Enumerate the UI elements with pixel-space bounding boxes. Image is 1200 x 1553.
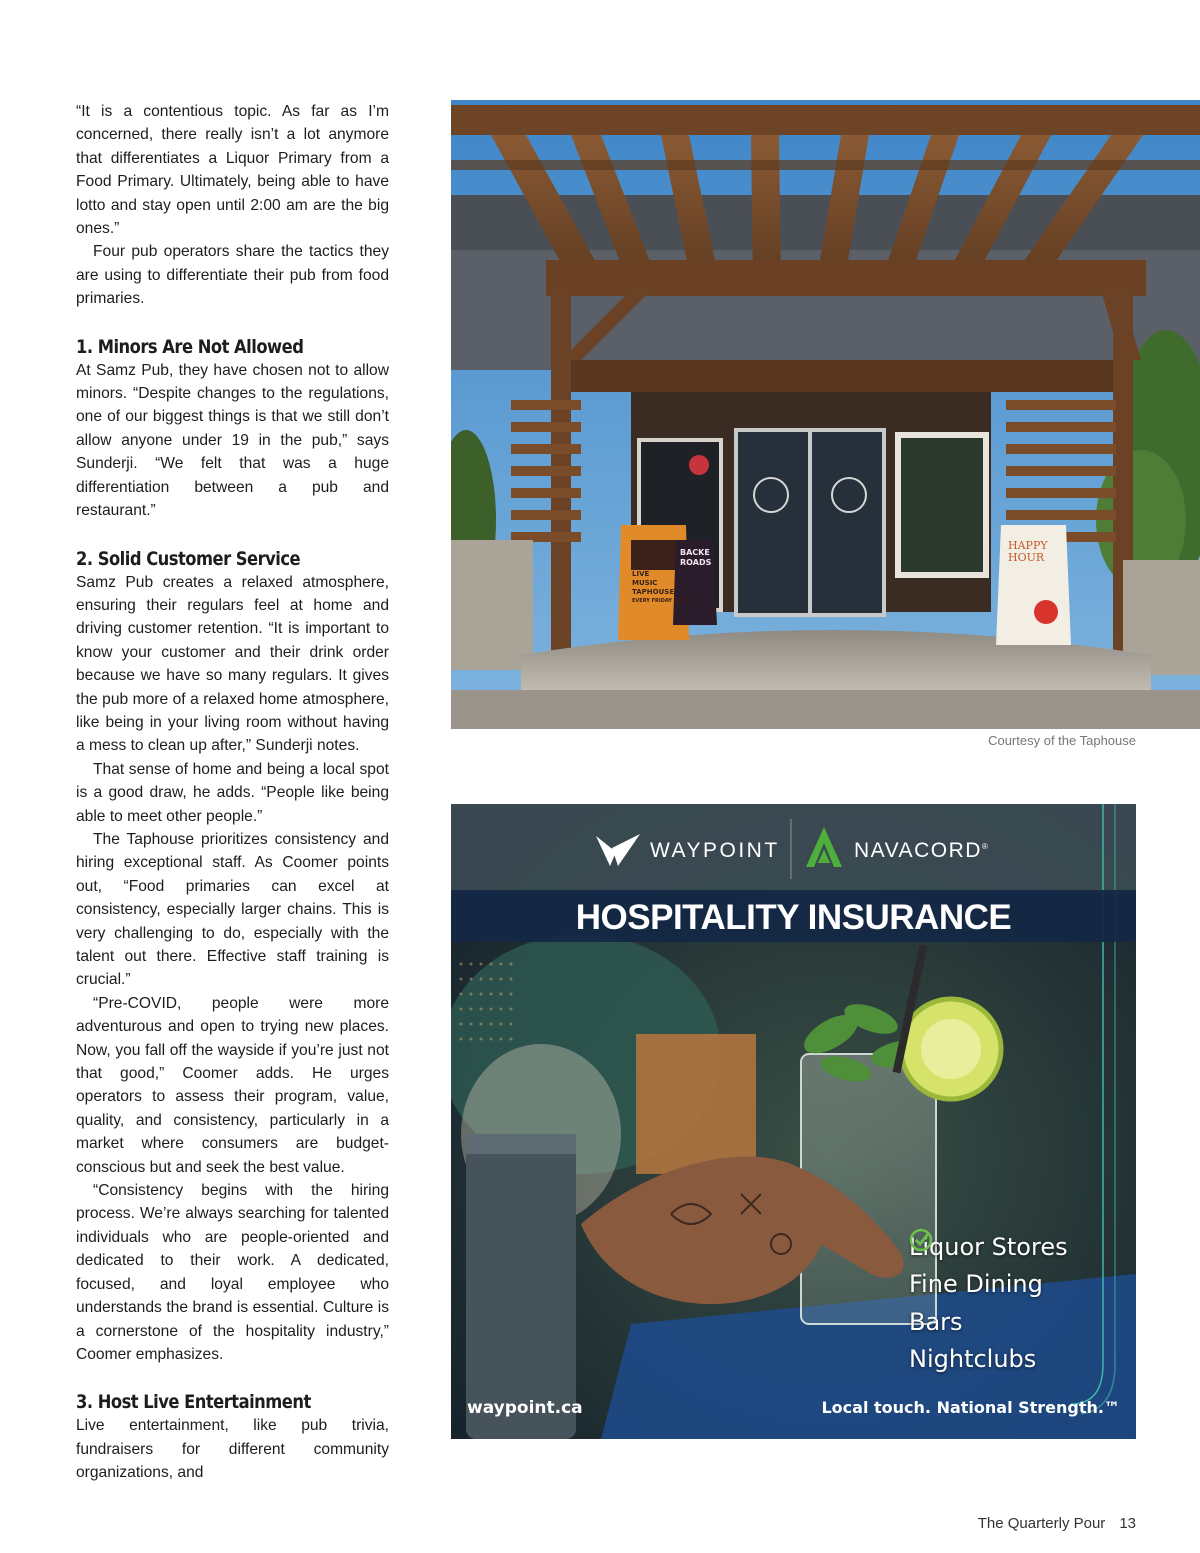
navacord-logo-icon [806,827,842,867]
page-footer [978,1515,1136,1532]
coverage-label: Liquor Stores [909,1232,1068,1261]
taphouse-entrance-photo [451,100,1200,729]
coverage-label: Fine Dining [909,1270,1043,1299]
section-paragraph: That sense of home and being a local spot is a good draw, he adds. “People like being able to meet other people.” [76,760,389,825]
sign-text: MUSIC [632,579,658,587]
sign-text: LIVE [632,570,650,578]
backroads-sign [680,548,711,568]
ad-tagline: Local touch. National Strength.™ [821,1398,1120,1417]
section-paragraph: “Consistency begins with the hiring process. We’re always searching for talented individuals who are people-oriented and dedicated to their work. A dedicated, focused, and loyal employee who understands the brand is essential. Culture is a cornerstone of the hospitality industry,” Coomer emphasizes. [76,1182,389,1363]
section-heading-entertainment: 3. Host Live Entertainment [76,1391,311,1414]
navacord-name: NAVACORD [854,839,982,862]
intro-paragraph: Four pub operators share the tactics they are using to differentiate their pub from food primaries. [76,243,389,308]
sign-text: HAPPY [1008,539,1048,552]
happy-hour-sign [1008,540,1048,564]
taphouse-photo-illustration [451,100,1200,729]
publication-name: The Quarterly Pour [977,1515,1106,1532]
sign-text: HOUR [1008,551,1045,564]
coverage-label: Nightclubs [909,1345,1037,1374]
coverage-item [909,1266,1068,1304]
section-paragraph: The Taphouse prioritizes consistency and hiring exceptional staff. As Coomer points out, “Food primaries can excel at consistency, especially larger chains. This is very challenging to do, especially with the talent out there. Effective staff training is crucial.” [76,830,389,989]
coverage-list [909,1228,1068,1378]
section-paragraph: Live entertainment, like pub trivia, fundraisers for different community organizations, and [76,1417,389,1482]
ad-headline: HOSPITALITY INSURANCE [575,898,1012,937]
coverage-item [909,1303,1068,1341]
sign-text: ROADS [680,558,712,567]
navacord-brand [854,839,989,863]
section-paragraph: Samz Pub creates a relaxed atmosphere, ensuring their regulars feel at home and driving customer retention. “It is important to know your customer and their drink order because we have so many regulars. It gives the pub more of a relaxed home atmosphere, like being in your living room without having a mess to clean up after,” Sunderji notes. [76,573,389,755]
article-column [76,100,389,1485]
intro-paragraph: “It is a contentious topic. As far as I’m concerned, there really isn’t a lot anymore that differentiates a Liquor Primary from a Food Primary. Ultimately, being able to have lotto and stay open until 2:00 am are the big ones.” [76,103,389,238]
check-circle-icon [909,1228,933,1252]
sign-text: EVERY FRIDAY AT 8PM [632,598,695,604]
section-heading-minors: 1. Minors Are Not Allowed [76,335,304,358]
registered-mark: ® [981,842,990,851]
page-number: 13 [1119,1515,1136,1532]
section-heading-service: 2. Solid Customer Service [76,547,301,570]
coverage-label: Bars [909,1307,963,1336]
ad-website-link[interactable]: waypoint.ca [467,1398,583,1418]
sign-text: TAPHOUSE [632,588,675,596]
coverage-item [909,1341,1068,1379]
waypoint-brand: WAYPOINT [650,839,780,862]
section-paragraph: “Pre-COVID, people were more adventurous and open to trying new places. Now, you fall off the wayside if you’re just not that good,” Coomer adds. He urges operators to assess their program, value, quality, and consistency, particularly in a market where consumers are budget-conscious but and seek the best value. [76,994,389,1176]
photo-credit: Courtesy of the Taphouse [988,733,1136,748]
waypoint-navacord-ad[interactable] [451,804,1136,1439]
sign-text: BACKE [680,548,710,557]
section-paragraph: At Samz Pub, they have chosen not to allow minors. “Despite changes to the regulations, one of our biggest things is that we still don’t allow anyone under 19 in the pub,” says Sunderji. “We felt that was a huge differentiation between a pub and restaurant.” [76,361,389,520]
waypoint-logo-icon [596,834,640,868]
live-music-sign [632,570,694,606]
